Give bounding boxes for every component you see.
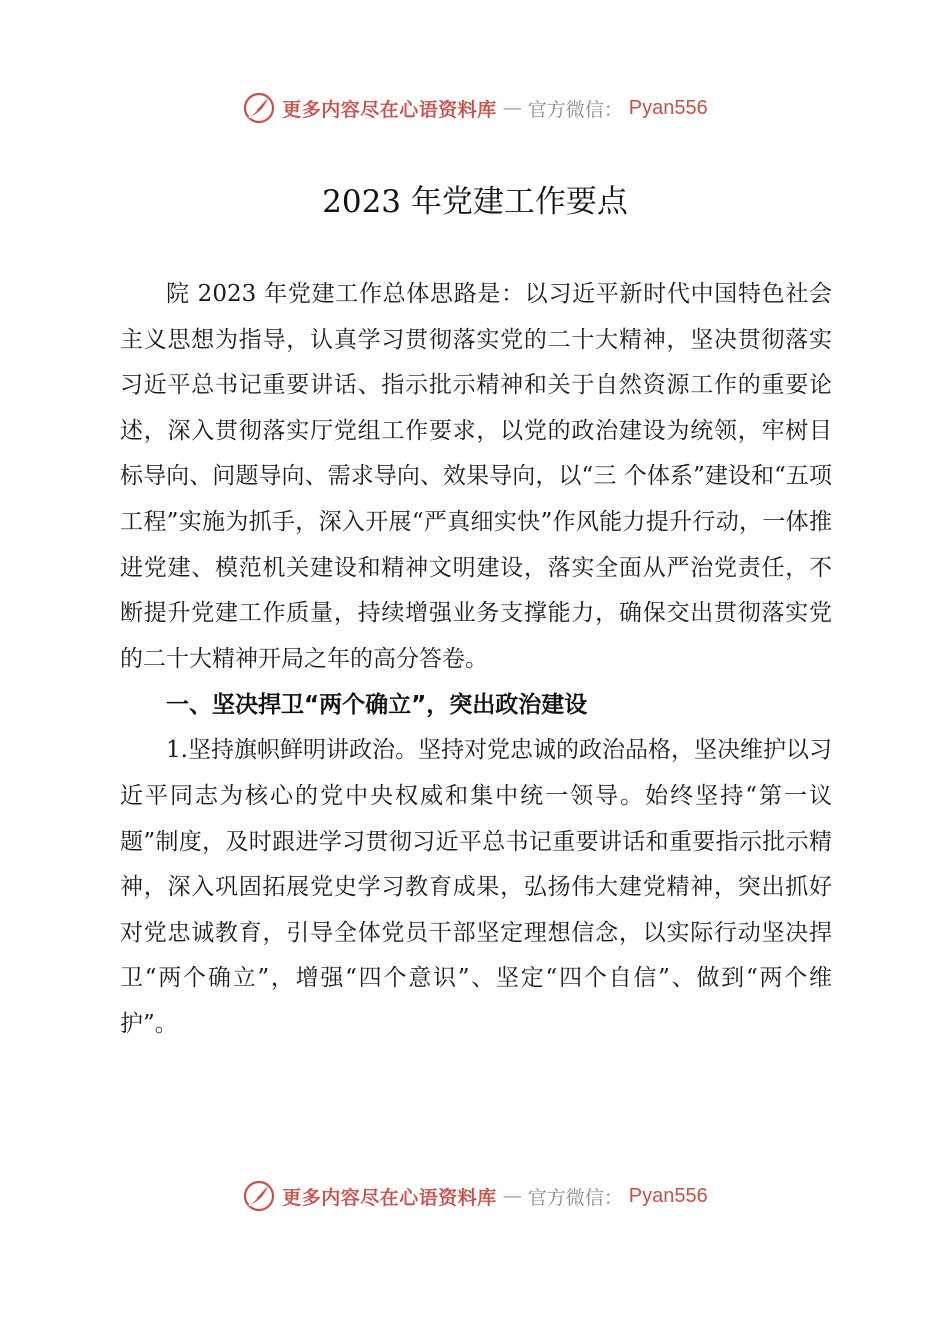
watermark-brand: 更多内容尽在心语资料库 bbox=[282, 98, 497, 121]
watermark-wechat-id: Pyan556 bbox=[628, 1184, 708, 1207]
quill-pen-logo-icon bbox=[242, 91, 276, 125]
section-1-item-1: 1.坚持旗帜鲜明讲政治。坚持对党忠诚的政治品格，坚决维护以习近平同志为核心的党中央权威和集中统一领导。始终坚持“第一议题”制度，及时跟进学习贯彻习近平总书记重要讲话和重要指示批示精神，深入巩固拓展党史学习教育成果，弘扬伟大建党精神，突出抓好对党忠诚教育，引导全体党员干部坚定理想信念，以实际行动坚决捍卫“两个确立”，增强“四个意识”、坚定“四个自信”、做到“两个维护”。 bbox=[120, 737, 832, 1037]
section-heading-1: 一、坚决捍卫“两个确立”，突出政治建设 bbox=[166, 692, 588, 719]
watermark-separator: — bbox=[502, 1185, 522, 1207]
quill-pen-logo-icon bbox=[242, 1179, 276, 1213]
watermark-separator: — bbox=[502, 97, 522, 119]
watermark-header bbox=[0, 88, 950, 128]
watermark-footer bbox=[0, 1176, 950, 1216]
watermark-wechat-id: Pyan556 bbox=[628, 96, 708, 119]
watermark-brand: 更多内容尽在心语资料库 bbox=[282, 1186, 497, 1209]
document-title: 2023 年党建工作要点 bbox=[322, 184, 628, 220]
watermark-official-label: 官方微信： bbox=[527, 1186, 623, 1209]
intro-paragraph: 院 2023 年党建工作总体思路是：以习近平新时代中国特色社会主义思想为指导，认真学习贯彻落实党的二十大精神，坚决贯彻落实习近平总书记重要讲话、指示批示精神和关于自然资源工作的重要论述，深入贯彻落实厅党组工作要求，以党的政治建设为统领，牢树目标导向、问题导向、需求导向、效果导向，以“三 个体系”建设和“五项工程”实施为抓手，深入开展“严真细实快”作风能力提升行动，一体推进党建、模范机关建设和精神文明建设，落实全面从严治党责任，不断提升党建工作质量，持续增强业务支撑能力，确保交出贯彻落实党的二十大精神开局之年的高分答卷。 bbox=[120, 281, 832, 672]
document-body bbox=[120, 272, 832, 1048]
watermark-official-label: 官方微信： bbox=[527, 98, 623, 121]
